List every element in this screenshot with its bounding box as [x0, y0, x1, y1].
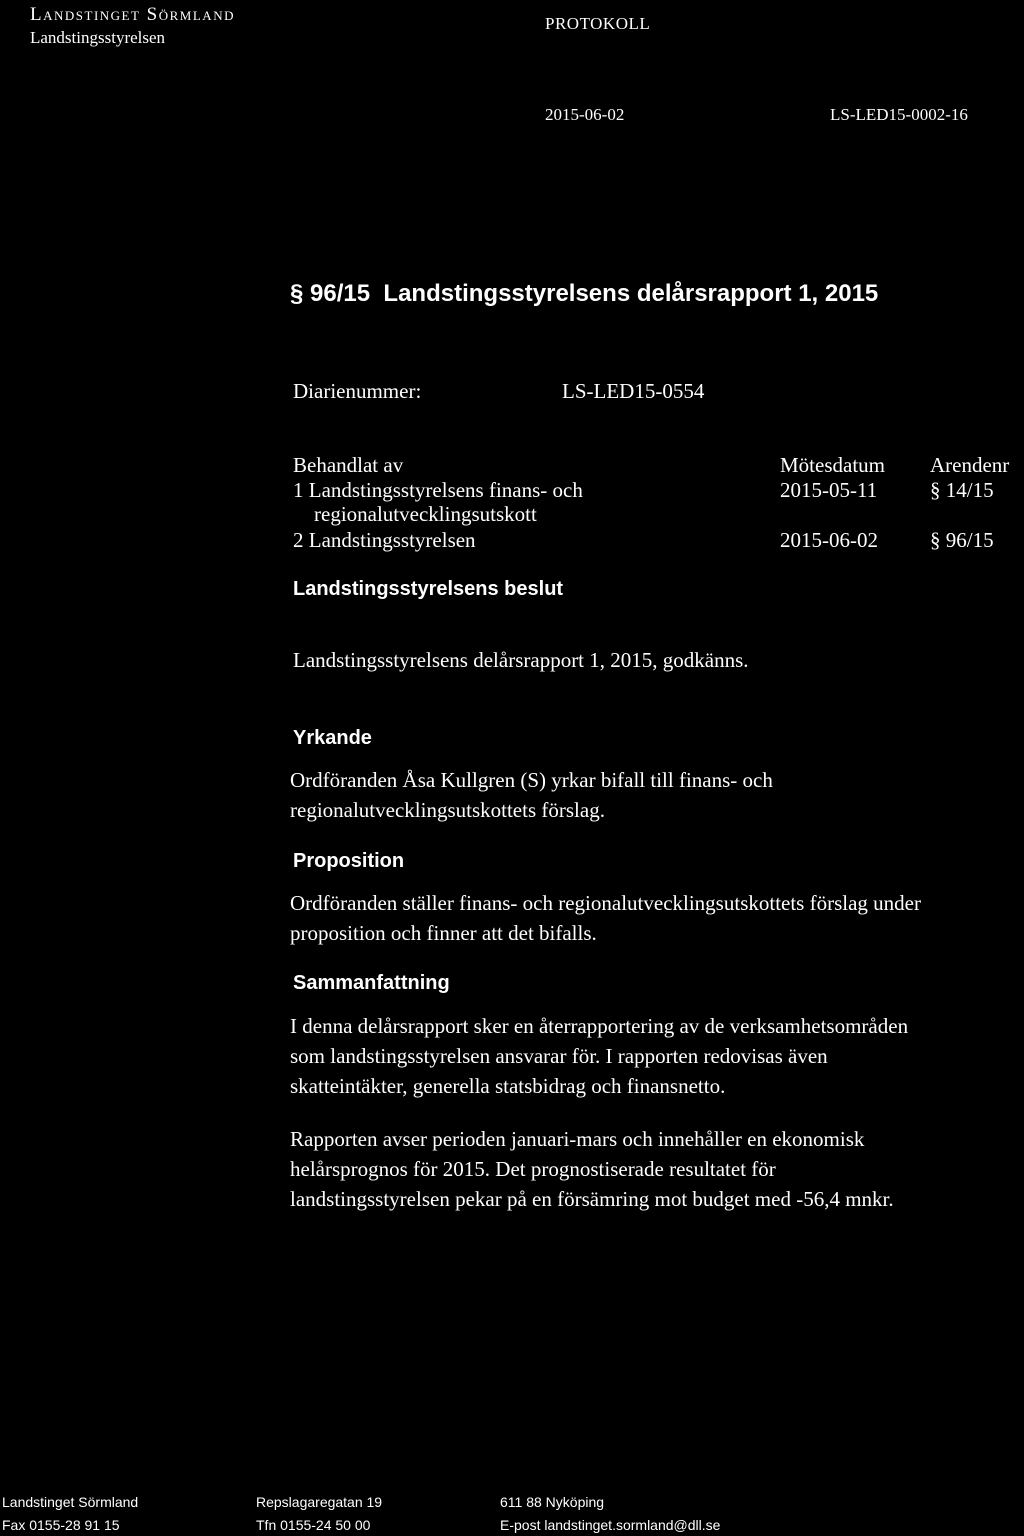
proposition-line-2: proposition och finner att det bifalls. [290, 921, 597, 945]
document-reference: LS-LED15-0002-16 [830, 105, 968, 124]
decision-heading: Landstingsstyrelsens beslut [293, 578, 564, 600]
section-title: § 96/15 Landstingsstyrelsens delårsrapport 1, 2015 [290, 280, 879, 307]
footer-org-name: Landstinget Sörmland [2, 1494, 139, 1510]
summary-p1-line-3: skatteintäkter, generella statsbidrag och finansnetto. [290, 1074, 726, 1098]
table-header-meeting-date: Mötesdatum [780, 453, 885, 477]
table-header-case-number: Arendenr [930, 453, 1010, 477]
table-row-1-handled-by: 1 Landstingsstyrelsens finans- och [293, 478, 583, 502]
proposition-line-1: Ordföranden ställer finans- och regionalutvecklingsutskottets förslag under [290, 891, 921, 915]
footer-phone: Tfn 0155-24 50 00 [256, 1517, 371, 1533]
footer-street: Repslagaregatan 19 [256, 1494, 383, 1510]
decision-text: Landstingsstyrelsens delårsrapport 1, 2015, godkänns. [293, 648, 749, 672]
proposition-heading: Proposition [293, 850, 405, 872]
table-row-2-case: § 96/15 [930, 528, 994, 552]
table-row-2-date: 2015-06-02 [780, 528, 878, 552]
document-date: 2015-06-02 [545, 105, 625, 124]
diary-label: Diarienummer: [293, 379, 422, 403]
summary-p2-line-2: helårsprognos för 2015. Det prognostiserade resultatet för [290, 1157, 776, 1181]
footer-postal: 611 88 Nyköping [500, 1494, 605, 1510]
table-header-handled-by: Behandlat av [293, 453, 404, 477]
footer-fax: Fax 0155-28 91 15 [2, 1517, 120, 1533]
summary-p1-line-1: I denna delårsrapport sker en återrapportering av de verksamhetsområden [290, 1014, 909, 1038]
motion-heading: Yrkande [293, 727, 372, 749]
table-row-1-date: 2015-05-11 [780, 478, 878, 502]
summary-p1-line-2: som landstingsstyrelsen ansvarar för. I rapporten redovisas även [290, 1044, 828, 1068]
table-row-1-case: § 14/15 [930, 478, 994, 502]
motion-line-1: Ordföranden Åsa Kullgren (S) yrkar bifall till finans- och [290, 768, 773, 792]
document-type: PROTOKOLL [545, 14, 651, 33]
diary-value: LS-LED15-0554 [562, 379, 705, 403]
summary-heading: Sammanfattning [293, 972, 450, 994]
motion-line-2: regionalutvecklingsutskottets förslag. [290, 798, 605, 822]
summary-p2-line-1: Rapporten avser perioden januari-mars och innehåller en ekonomisk [290, 1127, 865, 1151]
table-row-2-handled-by: 2 Landstingsstyrelsen [293, 528, 476, 552]
footer-email: E-post landstinget.sormland@dll.se [500, 1517, 721, 1533]
table-row-1-handled-by-cont: regionalutvecklingsutskott [314, 502, 537, 526]
organization-unit: Landstingsstyrelsen [30, 28, 166, 47]
organization-name: Landstinget Sörmland [30, 4, 235, 25]
summary-p2-line-3: landstingsstyrelsen pekar på en försämring mot budget med -56,4 mnkr. [290, 1187, 894, 1211]
